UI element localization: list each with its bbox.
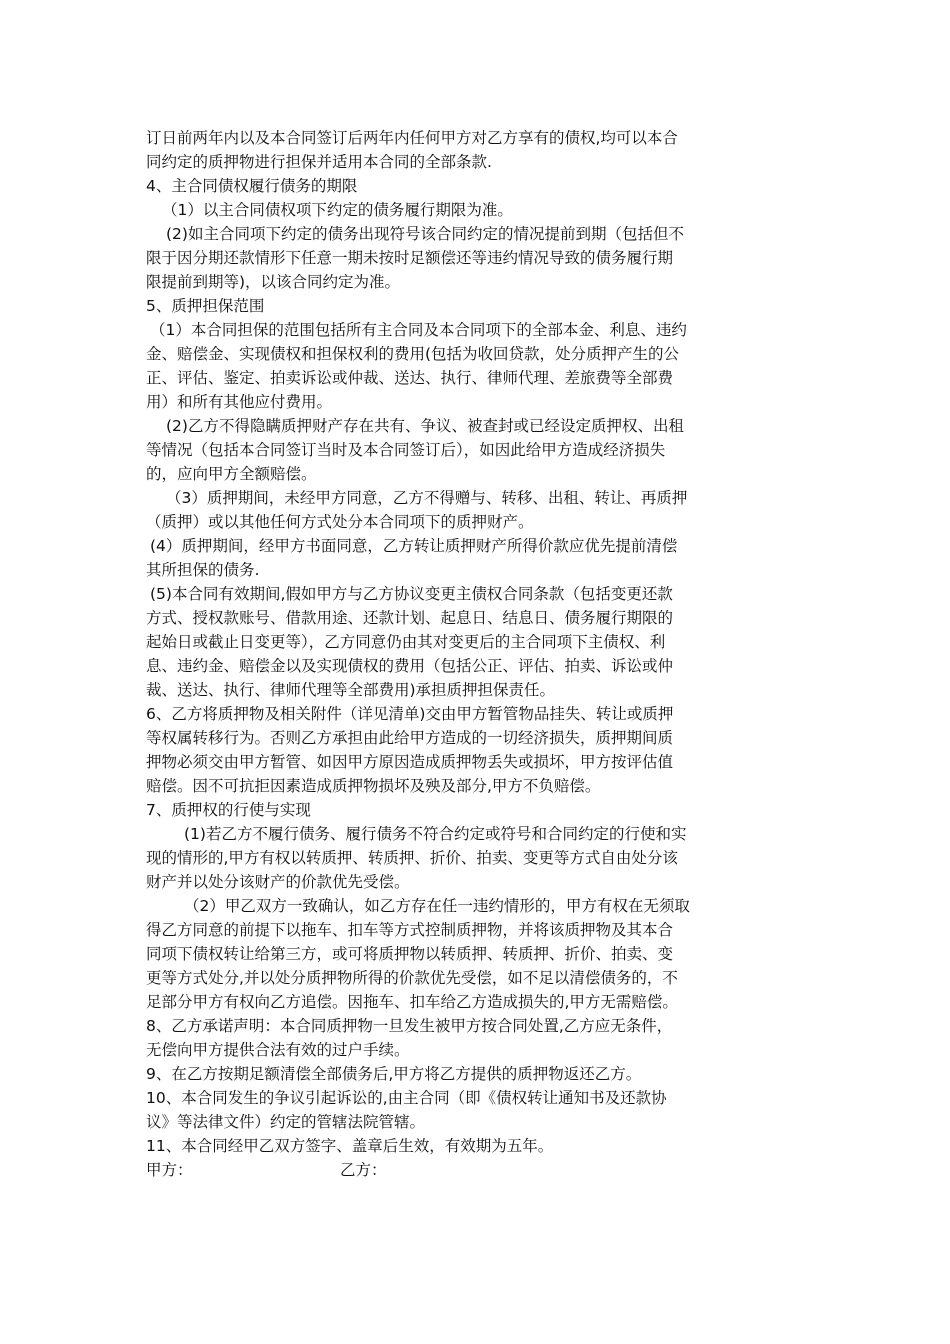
text-line: 方式、授权款账号、借款用途、还款计划、起息日、结息日、债务履行期限的 <box>146 609 674 627</box>
section-heading: 6、乙方将质押物及相关附件（详见清单)交由甲方暂管物品挂失、转让或质押 <box>146 705 674 723</box>
text-line: 订日前两年内以及本合同签订后两年内任何甲方对乙方享有的债权,均可以本合 <box>146 129 678 147</box>
text-line: (2)如主合同项下约定的债务出现符号该合同约定的情况提前到期（包括但不 <box>166 225 684 243</box>
text-line: 的，应向甲方全额赔偿。 <box>146 465 317 483</box>
text-line: 等情况（包括本合同签订当时及本合同签订后），如因此给甲方造成经济损失 <box>146 441 666 459</box>
text-line: (4）质押期间，经甲方书面同意，乙方转让质押财产所得价款应优先提前清偿 <box>150 537 678 555</box>
text-line: 限提前到期等)，以该合同约定为准。 <box>146 273 401 291</box>
text-line: 用）和所有其他应付费用。 <box>146 393 333 411</box>
text-line: (2)乙方不得隐瞒质押财产存在共有、争议、被查封或已经设定质押权、出租 <box>166 417 684 435</box>
text-line: (1)若乙方不履行债务、履行债务不符合约定或符号和合同约定的行使和实 <box>184 825 687 843</box>
text-line: 起始日或截止日变更等），乙方同意仍由其对变更后的主合同项下主债权、利 <box>146 633 666 651</box>
party-b-label: 乙方： <box>340 1161 387 1179</box>
text-line: 现的情形的,甲方有权以转质押、转质押、折价、拍卖、变更等方式自由处分该 <box>146 849 678 867</box>
text-line: 其所担保的债务. <box>146 561 260 579</box>
section-heading: 10、本合同发生的争议引起诉讼的,由主合同（即《债权转让通知书及还款协 <box>146 1089 667 1107</box>
text-line: 金、赔偿金、实现债权和担保权利的费用(包括为收回贷款，处分质押产生的公 <box>146 345 680 363</box>
text-line: （质押）或以其他任何方式处分本合同项下的质押财产。 <box>146 513 534 531</box>
text-line: （2）甲乙双方一致确认，如乙方存在任一违约情形的，甲方有权在无须取 <box>184 897 690 915</box>
text-line: 得乙方同意的前提下以拖车、扣车等方式控制质押物，并将该质押物及其本合 <box>146 921 674 939</box>
text-line: 息、违约金、赔偿金以及实现债权的费用（包括公正、评估、拍卖、诉讼或仲 <box>146 657 674 675</box>
text-line: （1）以主合同债权项下约定的债务履行期限为准。 <box>162 201 513 219</box>
text-line: 限于因分期还款情形下任意一期未按时足额偿还等违约情况导致的债务履行期 <box>146 249 674 267</box>
section-heading: 9、在乙方按期足额清偿全部债务后,甲方将乙方提供的质押物返还乙方。 <box>146 1065 642 1083</box>
section-heading: 11、本合同经甲乙双方签字、盖章后生效，有效期为五年。 <box>146 1137 554 1155</box>
text-line: 财产并以处分该财产的价款优先受偿。 <box>146 873 410 891</box>
section-heading: 7、质押权的行使与实现 <box>146 801 311 819</box>
section-heading: 8、乙方承诺声明：本合同质押物一旦发生被甲方按合同处置,乙方应无条件， <box>146 1017 673 1035</box>
text-line: （1）本合同担保的范围包括所有主合同及本合同项下的全部本金、利息、违约 <box>150 321 687 339</box>
text-line: 赔偿。因不可抗拒因素造成质押物损坏及殃及部分,甲方不负赔偿。 <box>146 777 601 795</box>
section-heading: 4、主合同债权履行债务的期限 <box>146 177 358 195</box>
text-line: 同项下债权转让给第三方，或可将质押物以转质押、转质押、折价、拍卖、变 <box>146 945 674 963</box>
text-line: 无偿向甲方提供合法有效的过户手续。 <box>146 1041 410 1059</box>
text-line: 同约定的质押物进行担保并适用本合同的全部条款. <box>146 153 492 171</box>
text-line: 议》等法律文件）约定的管辖法院管辖。 <box>146 1113 426 1131</box>
text-line: （3）质押期间，未经甲方同意，乙方不得赠与、转移、出租、转让、再质押 <box>166 489 688 507</box>
signature-row <box>146 1158 812 1182</box>
text-line: 押物必须交由甲方暂管、如因甲方原因造成质押物丢失或损坏，甲方按评估值 <box>146 753 674 771</box>
text-line: 正、评估、鉴定、拍卖诉讼或仲裁、送达、执行、律师代理、差旅费等全部费 <box>146 369 674 387</box>
section-heading: 5、质押担保范围 <box>146 297 265 315</box>
text-line: 更等方式处分,并以处分质押物所得的价款优先受偿，如不足以清偿债务的，不 <box>146 969 678 987</box>
text-line: 等权属转移行为。否则乙方承担由此给甲方造成的一切经济损失，质押期间质 <box>146 729 674 747</box>
text-line: 足部分甲方有权向乙方追偿。因拖车、扣车给乙方造成损失的,甲方无需赔偿。 <box>146 993 678 1011</box>
contract-page <box>146 126 812 1182</box>
party-a-label: 甲方： <box>146 1161 193 1179</box>
text-line: (5)本合同有效期间,假如甲方与乙方协议变更主债权合同条款（包括变更还款 <box>150 585 673 603</box>
text-line: 裁、送达、执行、律师代理等全部费用)承担质押担保责任。 <box>146 681 556 699</box>
